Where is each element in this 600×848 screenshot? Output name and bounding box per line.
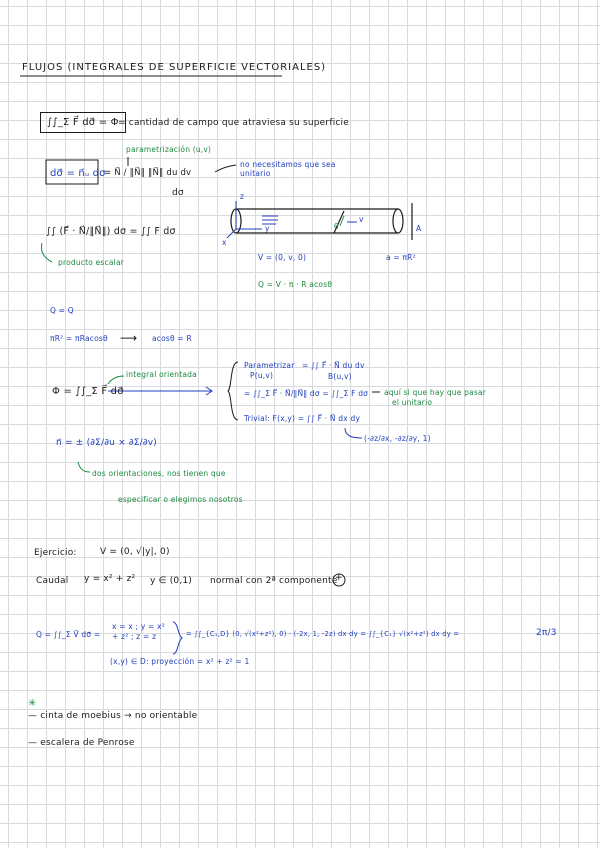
flux-box: ∫∫_Σ F⃗ dσ⃗ = Φ [40, 112, 126, 133]
no-unit-note: no necesitamos que sea unitario [240, 160, 336, 178]
case1-param: P(u,v) [250, 371, 274, 380]
param-label: parametrización (u,v) [126, 145, 212, 154]
case3-normal: (-∂z/∂x, -∂z/∂y, 1) [364, 434, 431, 443]
q-calc-param: x = x ; y = x² + z² ; z = z [112, 622, 165, 641]
case1-label: Parametrizar [244, 361, 295, 370]
q-definition: Q = V · π · R acosθ [258, 280, 333, 289]
cases-brace [228, 362, 238, 420]
integral-orientada: integral orientada [126, 370, 197, 379]
cyl-v: v [359, 215, 364, 224]
normal-arrow [345, 428, 362, 438]
case1-domain: B(u,v) [328, 372, 352, 381]
caudal-surface: y = x² + z² [84, 574, 136, 584]
orientada-curve [108, 376, 124, 384]
case2-note1: aquí si que hay que pasar [384, 388, 487, 397]
q-equals-q: Q = Q [50, 306, 74, 315]
q-calc-result: 2π/3 [536, 628, 557, 638]
v-definition: V = (0, v, 0) [258, 253, 307, 262]
orient-note2: especificar o elegimos nosotros [118, 495, 243, 504]
dsigma-lhs: dσ⃗ = n⃗ᵤ dσ [50, 168, 106, 179]
q-calc-domain: (x,y) ∈ D: proyección = x² + z² = 1 [110, 657, 250, 666]
cyl-theta: θ [334, 222, 339, 231]
q-calc-lhs: Q = ∫∫_Σ V⃗ dσ⃗ = [36, 630, 101, 639]
cyl-A: A [416, 224, 422, 233]
unit-note-arrow [215, 165, 236, 172]
dsigma-under: dσ [172, 188, 184, 198]
case3-formula: Trivial: F(x,y) = ∫∫ F⃗ · N⃗ dx dy [244, 414, 361, 423]
producto-escalar: producto escalar [58, 258, 125, 267]
plus-sign: + [335, 573, 343, 583]
q-calc-step: = ∫∫_{C₁,D} (0, √(x²+z²), 0) · (-2x, 1, -2z) dx dy = ∫∫_{C₁} √(x²+z²) dx dy = [186, 630, 460, 638]
acos-line: acosθ = R [152, 334, 192, 343]
orient-curve [78, 462, 90, 472]
implies-arrow: ⟶ [120, 331, 138, 345]
dot-formula: ∫∫ (F⃗ · N⃗/‖N⃗‖) dσ = ∫∫ F dσ [46, 226, 176, 237]
cylinder-sketch [227, 201, 412, 240]
caudal-normal: normal con 2ª componente [210, 576, 338, 586]
flux-description: = cantidad de campo que atraviesa su superficie [118, 118, 349, 128]
axis-x: x [222, 238, 227, 247]
star-mark: ✳ [28, 698, 37, 709]
caudal-label: Caudal [36, 576, 69, 586]
pir-line: πR² = πRacosθ [50, 334, 108, 343]
orient-note1: dos orientaciones, nos tienen que [92, 469, 226, 478]
dsigma-rhs: = N⃗ / ‖N⃗‖ ‖N⃗‖ du dv [104, 168, 192, 178]
page-title: FLUJOS (INTEGRALES DE SUPERFICIE VECTORIALES) [22, 62, 327, 73]
case1-formula: = ∫∫ F⃗ · N⃗ du dv [302, 361, 365, 370]
ejercicio-label: Ejercicio: [34, 548, 77, 558]
case2-formula: = ∫∫_Σ F⃗ · N⃗/‖N⃗‖ dσ = ∫∫_Σ F dσ [244, 389, 369, 398]
case2-note2: el unitario [392, 398, 433, 407]
producto-escalar-curve [41, 243, 52, 262]
a-definition: a = πR² [386, 253, 416, 262]
ejercicio-v: V = (0, √|y|, 0) [100, 547, 170, 557]
caudal-range: y ∈ (0,1) [150, 576, 193, 586]
axis-y: y [265, 224, 270, 233]
n-formula: n⃗ = ± (∂Σ/∂u × ∂Σ/∂v) [56, 438, 157, 448]
phi-formula: Φ = ∫∫_Σ F⃗ dσ⃗ [52, 386, 124, 397]
bullet-moebius: — cinta de moebius → no orientable [28, 711, 198, 721]
bullet-penrose: — escalera de Penrose [28, 738, 135, 748]
axis-z: z [240, 192, 245, 201]
